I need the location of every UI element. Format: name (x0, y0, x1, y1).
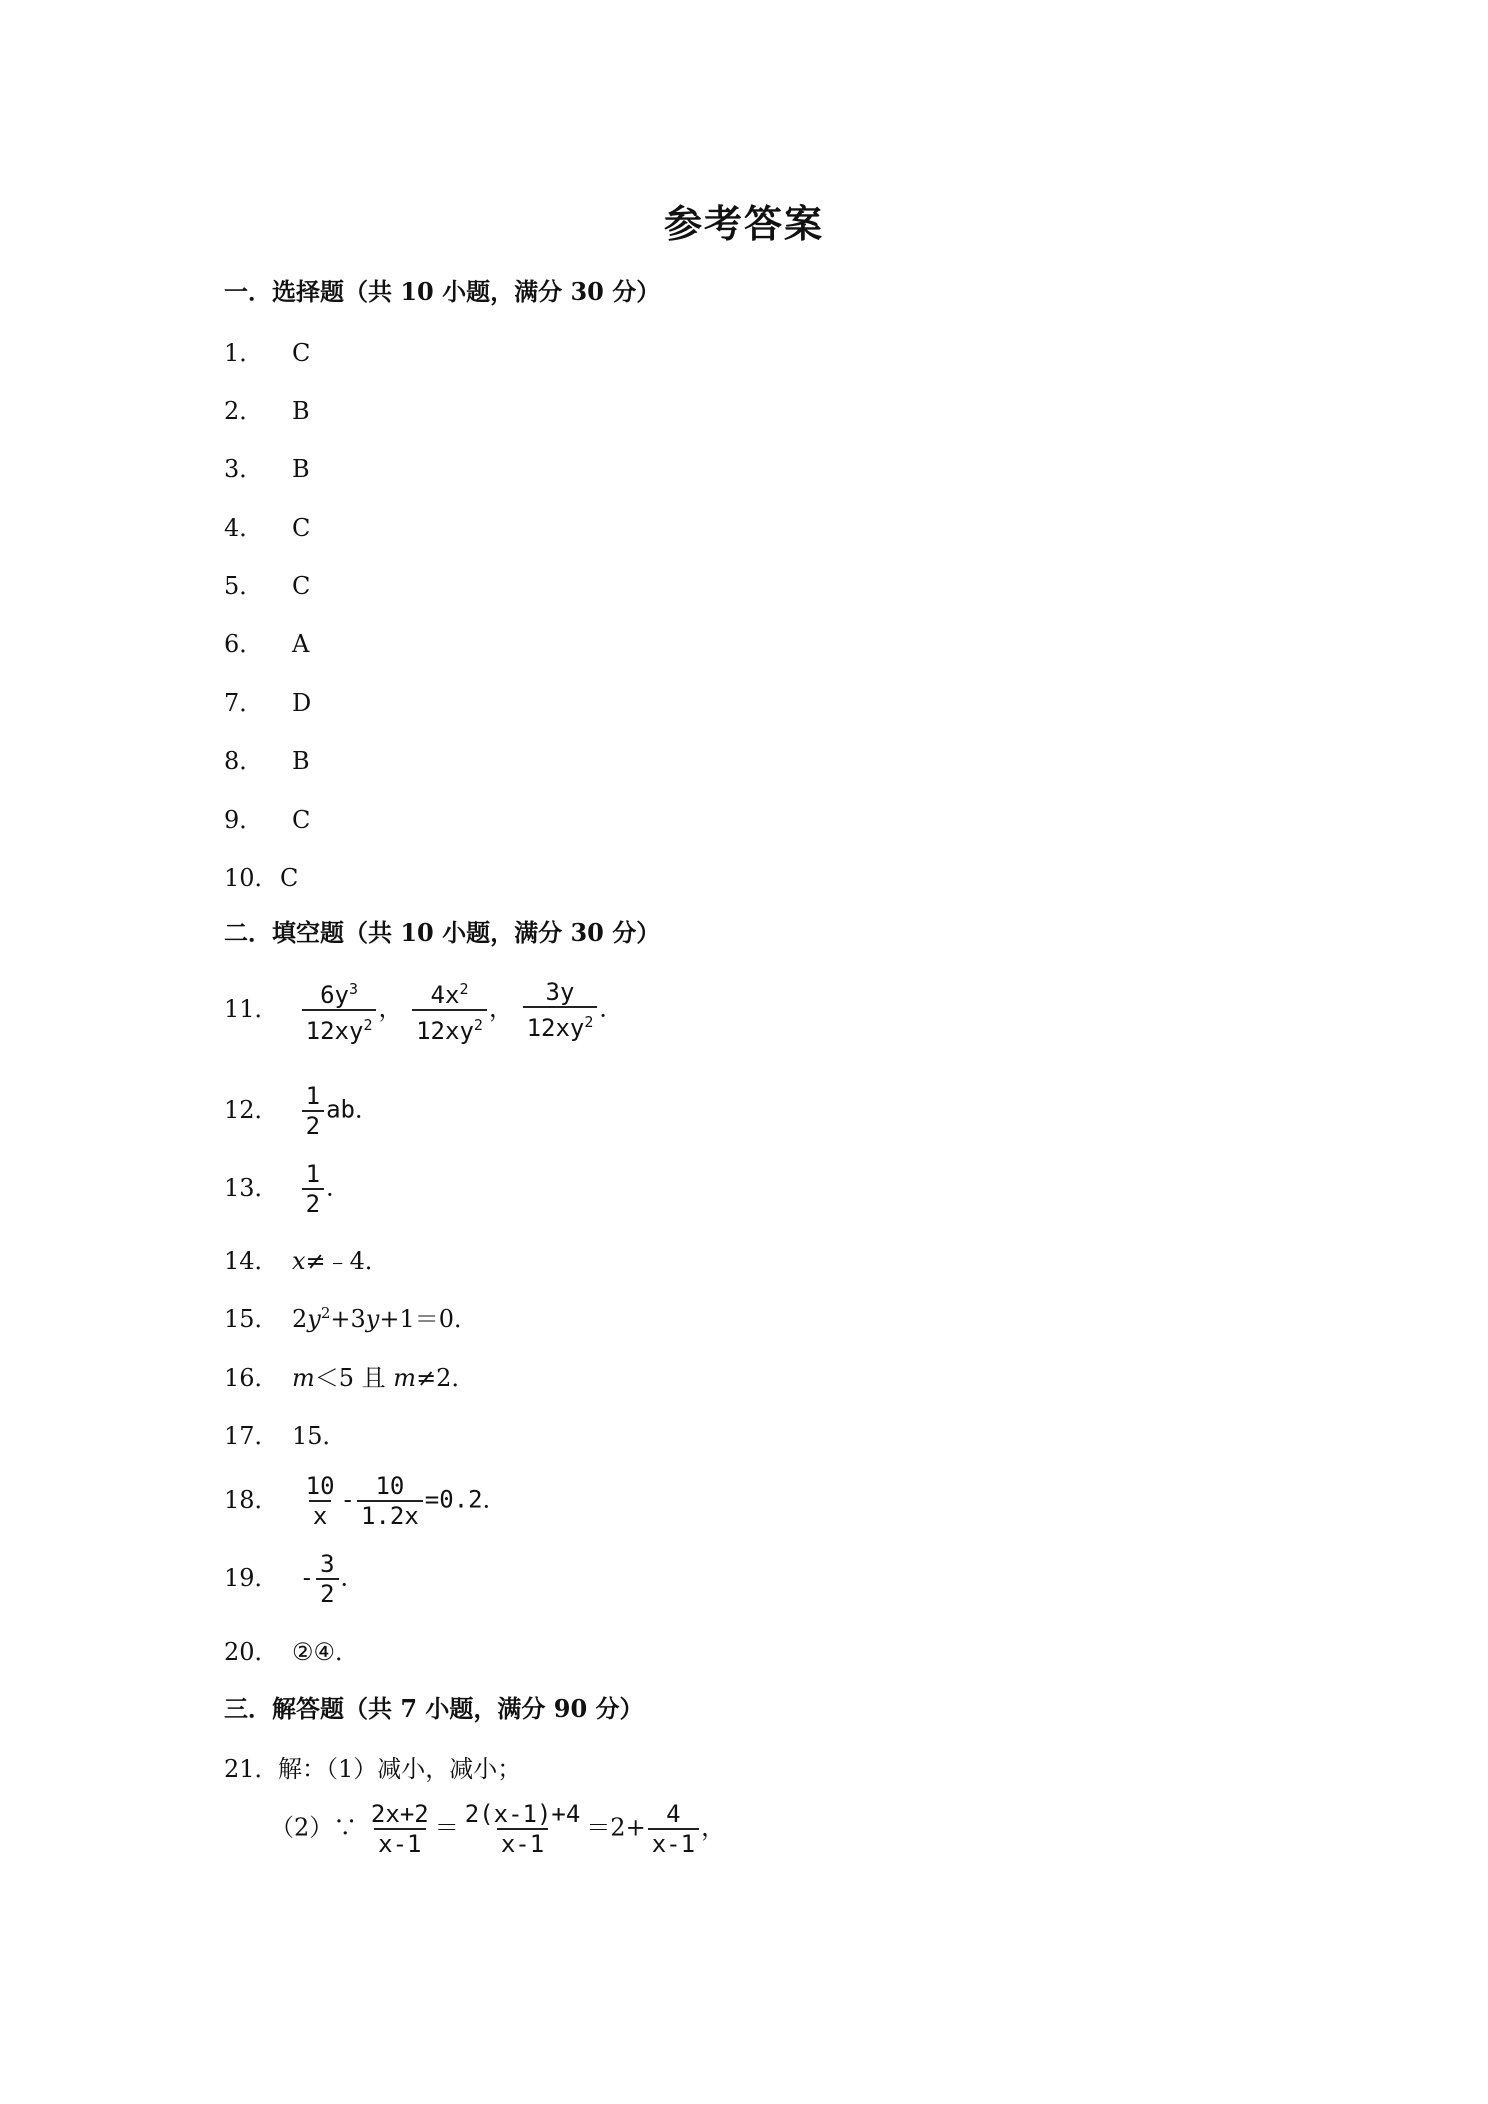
fill-answer-12 (224, 1082, 379, 1140)
fraction (648, 1800, 699, 1858)
denominator: 1.2x (357, 1500, 423, 1530)
choice-answer-4 (224, 508, 310, 543)
answer: C (292, 514, 311, 542)
choice-answer-6 (224, 624, 309, 659)
fraction (302, 1472, 339, 1530)
numerator: 3y (545, 978, 575, 1006)
exponent: 2 (459, 980, 469, 998)
denominator: x-1 (497, 1828, 548, 1858)
answer-text: ． (340, 1563, 365, 1592)
page-title: 参考答案 (663, 201, 824, 246)
terminator: ， (701, 1813, 726, 1842)
fill-answer-15 (224, 1299, 478, 1334)
denominator: 2 (302, 1188, 324, 1218)
denominator: x (309, 1500, 331, 1530)
fraction (523, 978, 598, 1042)
answer-text: 15． (292, 1422, 347, 1450)
question-number: 10． (224, 864, 279, 892)
exponent: 3 (348, 980, 359, 998)
numerator: 10 (375, 1472, 405, 1500)
question-number: 16． (224, 1364, 279, 1392)
denominator: 12xy (526, 1014, 585, 1042)
question-number: 14． (224, 1247, 279, 1275)
answer-text: ． (326, 1173, 351, 1202)
answer: C (280, 864, 299, 892)
question-number: 2． (224, 397, 264, 425)
separator: ， (488, 994, 513, 1023)
numerator: 2x+2 (370, 1800, 429, 1828)
variable: m (292, 1364, 315, 1392)
denominator: x-1 (648, 1828, 699, 1858)
solve-answer-21-part-2 (270, 1800, 725, 1858)
section-heading-solve: 三．解答题（共 7 小题，满分 90 分） (224, 1694, 644, 1723)
choice-answer-2 (224, 391, 310, 426)
answer: C (292, 572, 311, 600)
answer-text: ≠2． (416, 1364, 476, 1392)
exponent: 2 (473, 1016, 483, 1034)
fill-answer-16 (224, 1358, 475, 1393)
variable: x (292, 1247, 306, 1275)
minus-sign: - (340, 1485, 355, 1514)
numerator: 1 (305, 1160, 321, 1188)
choice-answer-5 (224, 566, 310, 601)
fraction (367, 1800, 433, 1858)
fill-answer-11 (224, 975, 623, 1045)
section-heading-choice: 一．选择题（共 10 小题，满分 30 分） (224, 277, 661, 306)
numerator: 1 (305, 1082, 321, 1110)
choice-answer-10 (224, 858, 298, 893)
question-number: 8． (224, 747, 264, 775)
answer-text: ≠﹣4． (305, 1247, 389, 1275)
numerator: 4x (430, 981, 460, 1009)
numerator: 10 (305, 1472, 335, 1500)
answer: D (292, 689, 312, 717)
question-number: 4． (224, 514, 264, 542)
answer: B (292, 397, 310, 425)
fraction (316, 1550, 338, 1608)
answer: A (292, 630, 310, 658)
denominator: x-1 (374, 1828, 425, 1858)
equals-sign: ＝ (434, 1813, 459, 1842)
question-number: 20． (224, 1638, 279, 1666)
solve-answer-21 (224, 1749, 521, 1784)
fill-answer-17 (224, 1416, 347, 1451)
question-number: 12． (224, 1095, 279, 1124)
answer: C (292, 339, 311, 367)
answer: C (292, 806, 311, 834)
question-number: 7． (224, 689, 264, 717)
term: +3 (330, 1305, 366, 1333)
choice-answer-7 (224, 683, 311, 718)
choice-answer-8 (224, 741, 310, 776)
choice-answer-1 (224, 333, 310, 368)
term: +1＝0． (379, 1305, 478, 1333)
equals-sign: ＝2+ (586, 1813, 646, 1842)
variable: y (365, 1305, 380, 1333)
answer-text: =0.2． (424, 1485, 507, 1514)
fill-answer-13 (224, 1160, 350, 1218)
fraction (357, 1472, 423, 1530)
exponent: 2 (584, 1013, 594, 1031)
separator: ， (378, 994, 403, 1023)
question-number: 1． (224, 339, 264, 367)
fraction (302, 1160, 324, 1218)
exponent: 2 (320, 1304, 331, 1322)
variable: y (307, 1305, 321, 1333)
variable: m (393, 1364, 417, 1392)
question-number: 17． (224, 1422, 279, 1450)
fraction (461, 1800, 585, 1858)
numerator: 4 (666, 1800, 681, 1828)
question-number: 9． (224, 806, 264, 834)
numerator: 6y (320, 981, 349, 1009)
minus-sign: - (299, 1563, 315, 1592)
question-number: 6． (224, 630, 264, 658)
choice-answer-3 (224, 449, 310, 484)
numerator: 3 (320, 1550, 335, 1578)
question-number: 13． (224, 1173, 279, 1202)
exponent: 2 (363, 1016, 373, 1034)
coefficient: 2 (292, 1305, 308, 1333)
fill-answer-19 (224, 1550, 365, 1608)
answer-text: ②④． (292, 1638, 360, 1666)
question-number: 3． (224, 455, 264, 483)
answer: B (292, 747, 310, 775)
part-label: （2）∵ (270, 1813, 358, 1842)
numerator: 2(x-1)+4 (464, 1800, 581, 1828)
question-number: 21． (224, 1755, 279, 1783)
question-number: 15． (224, 1305, 279, 1333)
fill-answer-20 (224, 1632, 359, 1667)
fraction (302, 1082, 324, 1140)
question-number: 5． (224, 572, 264, 600)
fraction (412, 975, 487, 1045)
question-number: 18． (224, 1485, 279, 1514)
fraction (302, 975, 377, 1045)
denominator: 12xy (305, 1017, 364, 1045)
answer: B (292, 455, 310, 483)
question-number: 19． (224, 1563, 279, 1592)
denominator: 12xy (416, 1017, 474, 1045)
denominator: 2 (316, 1578, 338, 1608)
choice-answer-9 (224, 800, 310, 835)
section-heading-fill: 二．填空题（共 10 小题，满分 30 分） (224, 918, 661, 947)
answer-text: ab． (326, 1095, 379, 1124)
terminator: ． (599, 994, 624, 1023)
answer-text: 解：（1）减小，减小； (278, 1755, 522, 1783)
fill-answer-14 (224, 1241, 389, 1276)
denominator: 2 (302, 1110, 324, 1140)
fill-answer-18 (224, 1472, 507, 1530)
answer-text: ＜5 且 (314, 1364, 394, 1392)
question-number: 11． (224, 994, 279, 1023)
